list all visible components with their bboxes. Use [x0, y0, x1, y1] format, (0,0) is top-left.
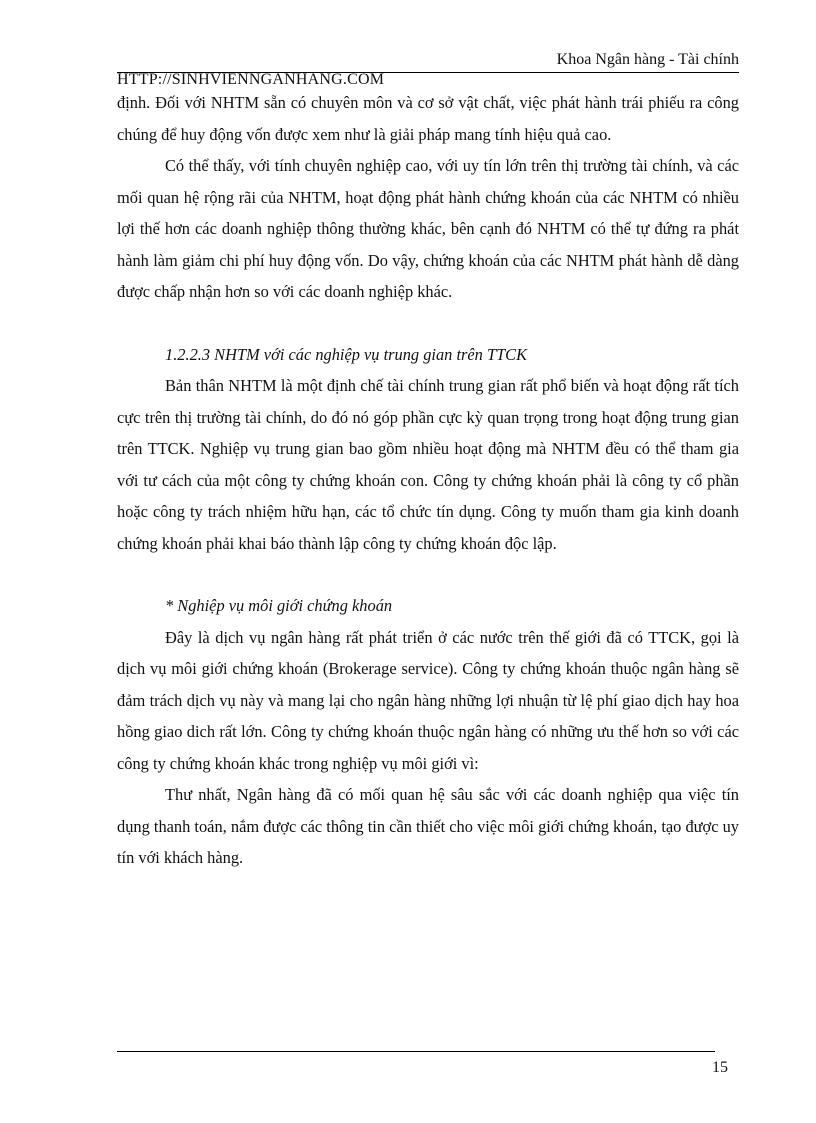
- header-department: Khoa Ngân hàng - Tài chính: [556, 51, 739, 68]
- subsection-heading: * Nghiệp vụ môi giới chứng khoán: [165, 596, 393, 615]
- page-number: 15: [712, 1059, 728, 1076]
- document-body: [117, 87, 739, 874]
- paragraph: Đây là dịch vụ ngân hàng rất phát triển ở các nước trên thế giới đã có TTCK, gọi là dịch vụ môi giới chứng khoán (Brokerage service). Công ty chứng khoán thuộc ngân hàng sẽ đảm trách dịch vụ này và mang lại cho ngân hàng những lợi nhuận từ lệ phí giao dịch hay hoa hồng giao dich rất lớn. Công ty chứng khoán thuộc ngân hàng có những ưu thế hơn so với các công ty chứng khoán khác trong nghiệp vụ môi giới vì:: [117, 627, 739, 773]
- paragraph: Bản thân NHTM là một định chế tài chính trung gian rất phổ biến và hoạt động rất tích cực trên thị trường tài chính, do đó nó góp phần cực kỳ quan trọng trong hoạt động trung gian trên TTCK. Nghiệp vụ trung gian bao gồm nhiều hoạt động mà NHTM đều có thể tham gia với tư cách của một công ty chứng khoán con. Công ty chứng khoán phải là công ty cổ phần hoặc công ty trách nhiệm hữu hạn, các tổ chức tín dụng. Công ty muốn tham gia kinh doanh chứng khoán phải khai báo thành lập công ty chứng khoán độc lập.: [117, 376, 739, 553]
- website-url: HTTP://SINHVIENNGANHANG.COM: [117, 71, 385, 88]
- paragraph-continuation: định. Đối với NHTM sẵn có chuyên môn và cơ sở vật chất, việc phát hành trái phiếu ra công chúng để huy động vốn được xem như là giải pháp mang tính hiệu quả cao.: [117, 93, 739, 144]
- paragraph: Thư nhất, Ngân hàng đã có mối quan hệ sâu sắc với các doanh nghiệp qua việc tín dụng thanh toán, nắm được các thông tin cần thiết cho việc môi giới chứng khoán, tạo được uy tín với khách hàng.: [117, 785, 739, 867]
- footer-divider: [117, 1051, 715, 1052]
- section-heading: 1.2.2.3 NHTM với các nghiệp vụ trung gian trên TTCK: [165, 344, 528, 364]
- paragraph: Có thể thấy, với tính chuyên nghiệp cao, với uy tín lớn trên thị trường tài chính, và các mối quan hệ rộng rãi của NHTM, hoạt động phát hành chứng khoán của các NHTM có nhiều lợi thế hơn các doanh nghiệp thông thường khác, bên cạnh đó NHTM có thể tự đứng ra phát hành làm giảm chi phí huy động vốn. Do vậy, chứng khoán của các NHTM phát hành dễ dàng được chấp nhận hơn so với các doanh nghiệp khác.: [117, 156, 739, 301]
